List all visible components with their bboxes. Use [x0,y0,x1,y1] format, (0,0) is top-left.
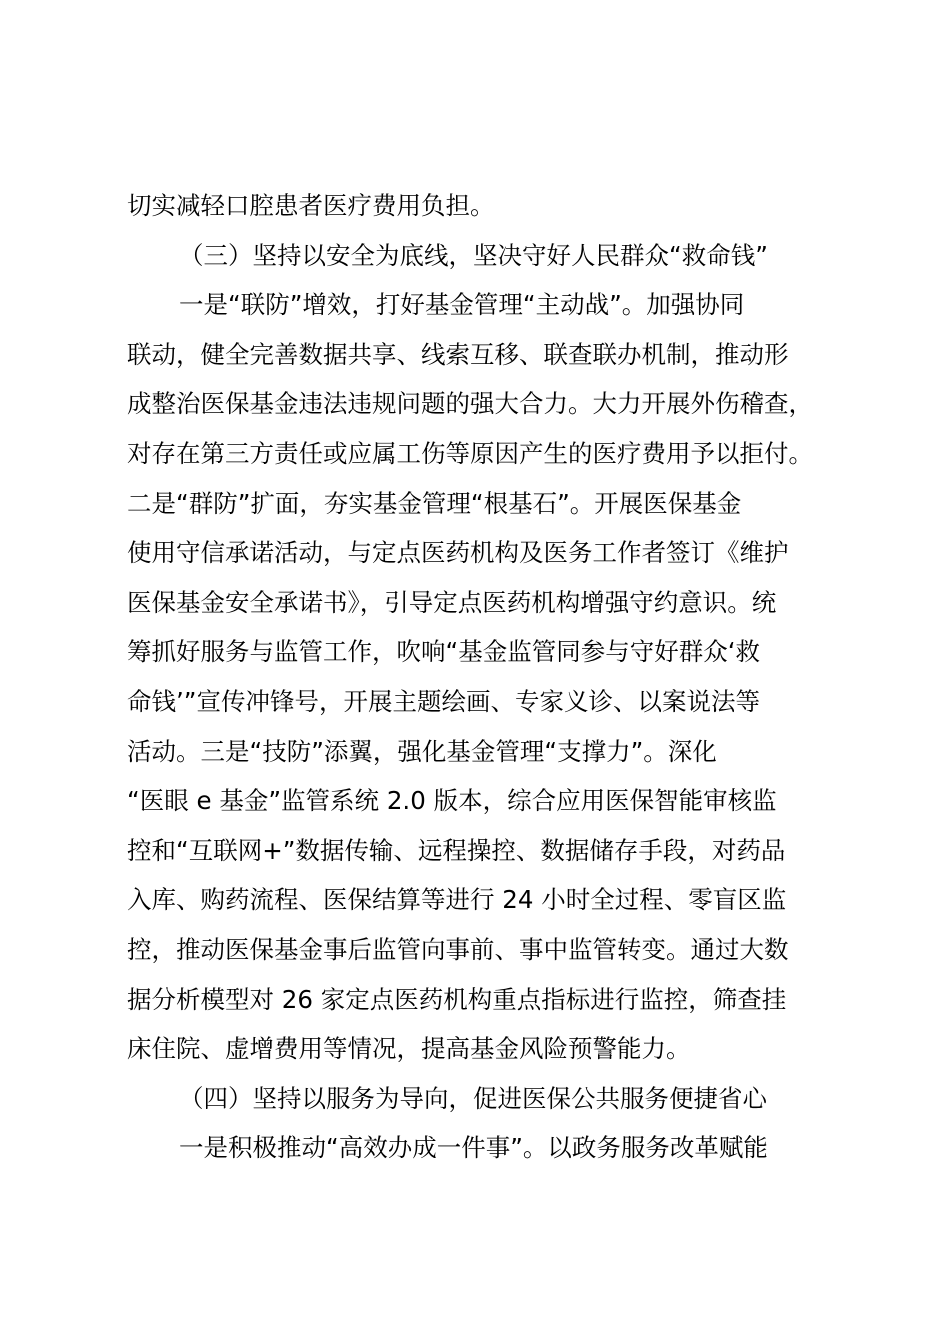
text-line: 一是积极推动“高效办成一件事”。以政务服务改革赋能 [179,1133,768,1163]
text-line: 切实减轻口腔患者医疗费用负担。 [127,191,495,220]
text-line: 二是“群防”扩面，夯实基金管理“根基石”。开展医保基金 [127,488,742,518]
text-line: 入库、购药流程、医保结算等进行 24 小时全过程、零盲区监 [127,885,787,915]
text-line: 成整治医保基金违法违规问题的强大合力。大力开展外伤稽查， [127,389,813,419]
text-line: 床住院、虚增费用等情况，提高基金风险预警能力。 [127,1034,691,1064]
text-line: 活动。三是“技防”添翼，强化基金管理“支撑力”。深化 [127,736,717,766]
text-line: 命钱’”宣传冲锋号，开展主题绘画、专家义诊、以案说法等 [127,686,760,716]
text-line: “医眼 e 基金”监管系统 2.0 版本，综合应用医保智能审核监 [127,786,777,816]
text-line: 联动，健全完善数据共享、线索互移、联查联办机制，推动形 [127,339,789,369]
text-line: 筹抓好服务与监管工作，吹响“基金监管同参与守好群众‘救 [127,637,760,667]
text-line: 医保基金安全承诺书》，引导定点医药机构增强守约意识。统 [127,587,777,617]
text-line: 对存在第三方责任或应属工伤等原因产生的医疗费用予以拒付。 [127,438,813,468]
section-heading-three: （三）坚持以安全为底线，坚决守好人民群众“救命钱” [179,240,768,270]
body-text [127,181,847,1173]
text-line: 控，推动医保基金事后监管向事前、事中监管转变。通过大数 [127,934,789,964]
text-line: 控和“互联网+”数据传输、远程操控、数据储存手段，对药品 [127,835,786,865]
text-line: 使用守信承诺活动，与定点医药机构及医务工作者签订《维护 [127,538,789,568]
text-line: 一是“联防”增效，打好基金管理“主动战”。加强协同 [179,290,745,320]
text-line: 据分析模型对 26 家定点医药机构重点指标进行监控，筛查挂 [127,984,787,1014]
section-heading-four: （四）坚持以服务为导向，促进医保公共服务便捷省心 [179,1083,767,1113]
